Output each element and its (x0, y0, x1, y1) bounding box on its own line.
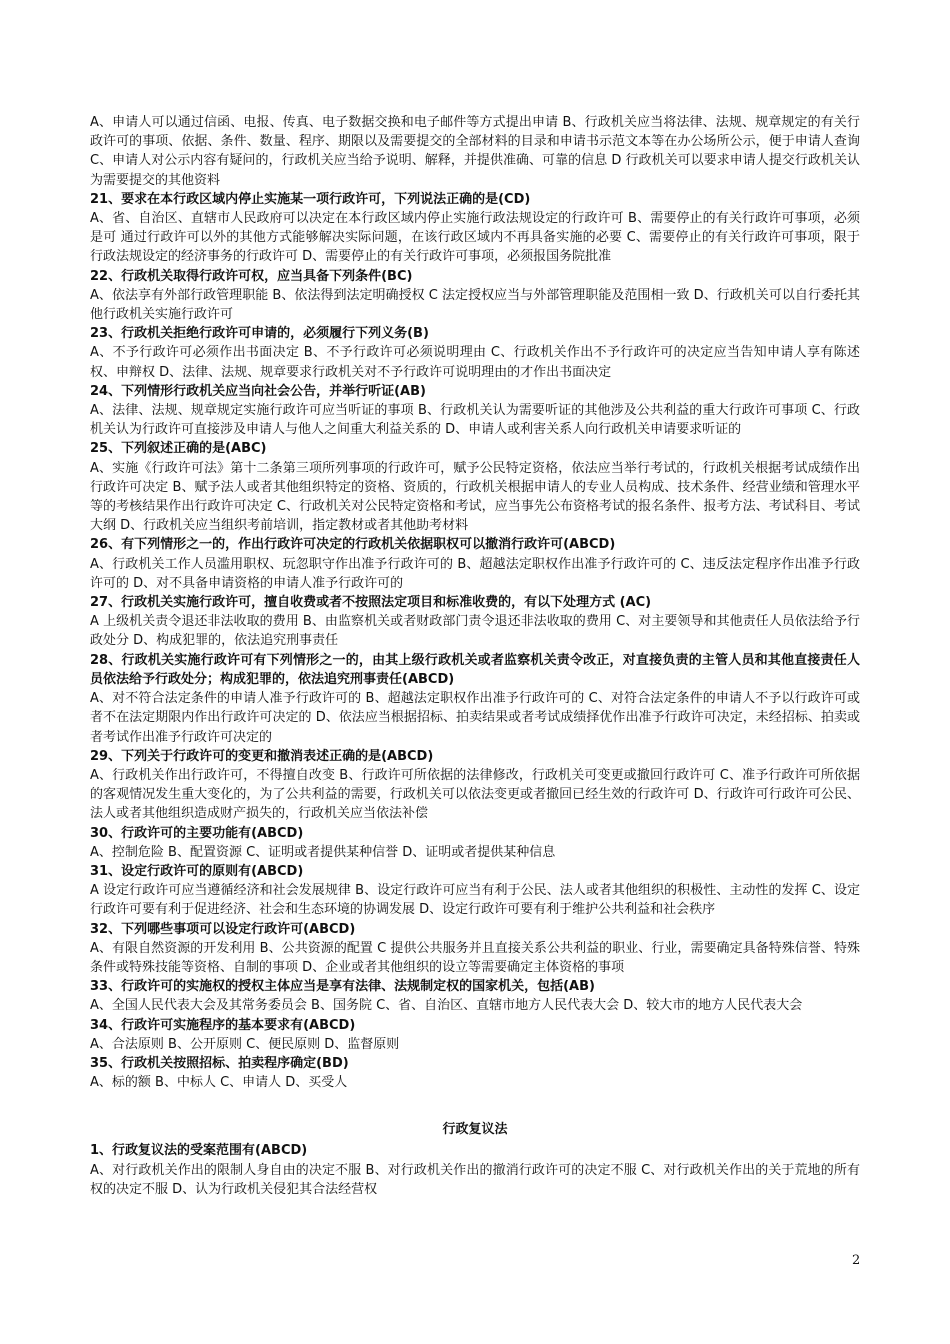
answer-options: A、依法享有外部行政管理职能 B、依法得到法定明确授权 C 法定授权应当与外部管理职能及范围相一致 D、行政机关可以自行委托其他行政机关实施行政许可 (90, 287, 860, 323)
question-text: 25、下列叙述正确的是(ABC) (90, 441, 267, 457)
question-item (90, 593, 860, 651)
question-text: 35、行政机关按照招标、拍卖程序确定(BD) (90, 1055, 349, 1071)
question-text: 29、下列关于行政许可的变更和撤消表述正确的是(ABCD) (90, 748, 434, 764)
answer-options: A、控制危险 B、配置资源 C、证明或者提供某种信誉 D、证明或者提供某种信息 (90, 844, 556, 860)
answer-options: A 设定行政许可应当遵循经济和社会发展规律 B、设定行政许可应当有利于公民、法人或者其他组织的积极性、主动性的发挥 C、设定行政许可要有利于促进经济、社会和生态环境的协调发展 D、设定行政许可要有利于维护公共利益和社会秩序 (90, 883, 860, 918)
question-item (90, 747, 860, 824)
question-item (90, 862, 860, 920)
question-item (90, 324, 860, 382)
question-item (90, 267, 860, 325)
question-item (90, 824, 860, 862)
question-text: 23、行政机关拒绝行政许可申请的，必须履行下列义务(B) (90, 326, 429, 342)
question-item (90, 382, 860, 440)
answer-options: A、全国人民代表大会及其常务委员会 B、国务院 C、省、自治区、直辖市地方人民代表大会 D、较大市的地方人民代表大会 (90, 998, 803, 1014)
answer-options: A、行政机关工作人员滥用职权、玩忽职守作出准予行政许可的 B、超越法定职权作出准予行政许可的 C、违反法定程序作出准予行政许可的 D、对不具备申请资格的申请人准予行政许可的 (90, 556, 860, 591)
answer-options: A、对行政机关作出的限制人身自由的决定不服 B、对行政机关作出的撤消行政许可的决定不服 C、对行政机关作出的关于荒地的所有权的决定不服 D、认为行政机关侵犯其合法经营权 (90, 1162, 860, 1197)
question-item (90, 1054, 860, 1092)
question-text: 22、行政机关取得行政许可权，应当具备下列条件(BC) (90, 268, 413, 284)
question-text: 31、设定行政许可的原则有(ABCD) (90, 863, 304, 879)
answer-options: A、合法原则 B、公开原则 C、便民原则 D、监督原则 (90, 1036, 400, 1052)
question-item (90, 190, 860, 267)
question-item (90, 1141, 860, 1199)
answer-options: A、有限自然资源的开发利用 B、公共资源的配置 C 提供公共服务并且直接关系公共利益的职业、行业，需要确定具备特殊信誉、特殊条件或特殊技能等资格、自制的事项 D、企业或者其他组织的设立等需要确定主体资格的事项 (90, 940, 860, 975)
question-item (90, 535, 860, 593)
section-question-list (90, 1141, 860, 1199)
question-item (90, 977, 860, 1015)
question-text: 33、行政许可的实施权的授权主体应当是享有法律、法规制定权的国家机关，包括(AB) (90, 979, 595, 995)
section-gap (90, 1092, 860, 1102)
answer-options: A、省、自治区、直辖市人民政府可以决定在本行政区域内停止实施行政法规设定的行政许可 B、需要停止的有关行政许可事项，必须是可 通过行政许可以外的其他方式能够解决实际问题，在该行政区域内不再具备实施的必要 C、需要停止的有关行政许可事项，限于行政法规设定的经济事务的行政许可 D、需要停止的有关行政许可事项，必须报国务院批准 (90, 211, 860, 265)
page-number: 2 (852, 1253, 861, 1268)
answer-options: A、对不符合法定条件的申请人准予行政许可的 B、超越法定职权作出准予行政许可的 C、对符合法定条件的申请人不予以行政许可或者不在法定期限内作出行政许可决定的 D、依法应当根据招标、拍卖结果或者考试成绩择优作出准予行政许可决定，未经招标、拍卖或者考试作出准予行政许可决定的 (90, 691, 860, 745)
answer-options: A、实施《行政许可法》第十二条第三项所列事项的行政许可，赋予公民特定资格，依法应当举行考试的，行政机关根据考试成绩作出行政许可决定 B、赋予法人或者其他组织特定的资格、资质的，行政机关根据申请人的专业人员构成、技术条件、经营业绩和管理水平等的考核结果作出行政许可决定 C、行政机关对公民特定资格和考试，应当事先公布资格考试的报名条件、报考方法、考试科目、考试大纲 D、行政机关应当组织考前培训，指定教材或者其他助考材料 (90, 460, 860, 534)
answer-options: A、法律、法规、规章规定实施行政许可应当听证的事项 B、行政机关认为需要听证的其他涉及公共利益的重大行政许可事项 C、行政机关认为行政许可直接涉及申请人与他人之间重大利益关系的 D、申请人或利害关系人向行政机关申请要求听证的 (90, 403, 860, 438)
question-text: 30、行政许可的主要功能有(ABCD) (90, 825, 304, 841)
question-item (90, 651, 860, 747)
question-text: 24、下列情形行政机关应当向社会公告，并举行听证(AB) (90, 383, 426, 399)
question-item (90, 920, 860, 978)
answer-options: A 上级机关责令退还非法收取的费用 B、由监察机关或者财政部门责令退还非法收取的费用 C、对主要领导和其他责任人员依法给予行政处分 D、构成犯罪的，依法追究刑事责任 (90, 614, 860, 649)
answer-options: A、不予行政许可必须作出书面决定 B、不予行政许可必须说明理由 C、行政机关作出不予行政许可的决定应当告知申请人享有陈述权、申辩权 D、法律、法规、规章要求行政机关对不予行政许可说明理由的才作出书面决定 (90, 345, 860, 380)
answer-options: A、行政机关作出行政许可，不得擅自改变 B、行政许可所依据的法律修改，行政机关可变更或撤回行政许可 C、准予行政许可所依据的客观情况发生重大变化的，为了公共利益的需要，行政机关可以依法变更或者撤回已经生效的行政许可 D、行政许可行政许可公民、法人或者其他组织造成财产损失的，行政机关应当依法补偿 (90, 767, 860, 822)
answer-options: A、标的额 B、中标人 C、申请人 D、买受人 (90, 1075, 348, 1091)
question-text: 26、有下列情形之一的，作出行政许可决定的行政机关依据职权可以撤消行政许可(ABCD) (90, 537, 616, 553)
question-text: 34、行政许可实施程序的基本要求有(ABCD) (90, 1017, 356, 1033)
question-item (90, 439, 860, 535)
section-title: 行政复议法 (442, 1122, 508, 1138)
question-text: 1、行政复议法的受案范围有(ABCD) (90, 1143, 308, 1159)
question-text: 32、下列哪些事项可以设定行政许可(ABCD) (90, 921, 356, 937)
question-list (90, 190, 860, 1093)
question-item (90, 1016, 860, 1054)
question-text: 28、行政机关实施行政许可有下列情形之一的，由其上级行政机关或者监察机关责令改正，对直接负责的主管人员和其他直接责任人员依法给予行政处分；构成犯罪的，依法追究刑事责任(ABCD) (90, 652, 860, 687)
question-text: 21、要求在本行政区域内停止实施某一项行政许可，下列说法正确的是(CD) (90, 191, 531, 207)
document-body (90, 113, 860, 1199)
question-text: 27、行政机关实施行政许可，擅自收费或者不按照法定项目和标准收费的，有以下处理方式 (AC) (90, 595, 652, 611)
intro-answer: A、申请人可以通过信函、电报、传真、电子数据交换和电子邮件等方式提出申请 B、行政机关应当将法律、法规、规章规定的有关行政许可的事项、依据、条件、数量、程序、期限以及需要提交的全部材料的目录和申请书示范文本等在办公场所公示，便于申请人查询 C、申请人对公示内容有疑问的，行政机关应当给予说明、解释，并提供准确、可靠的信息 D 行政机关可以要求申请人提交行政机关认为需要提交的其他资料 (90, 115, 860, 188)
